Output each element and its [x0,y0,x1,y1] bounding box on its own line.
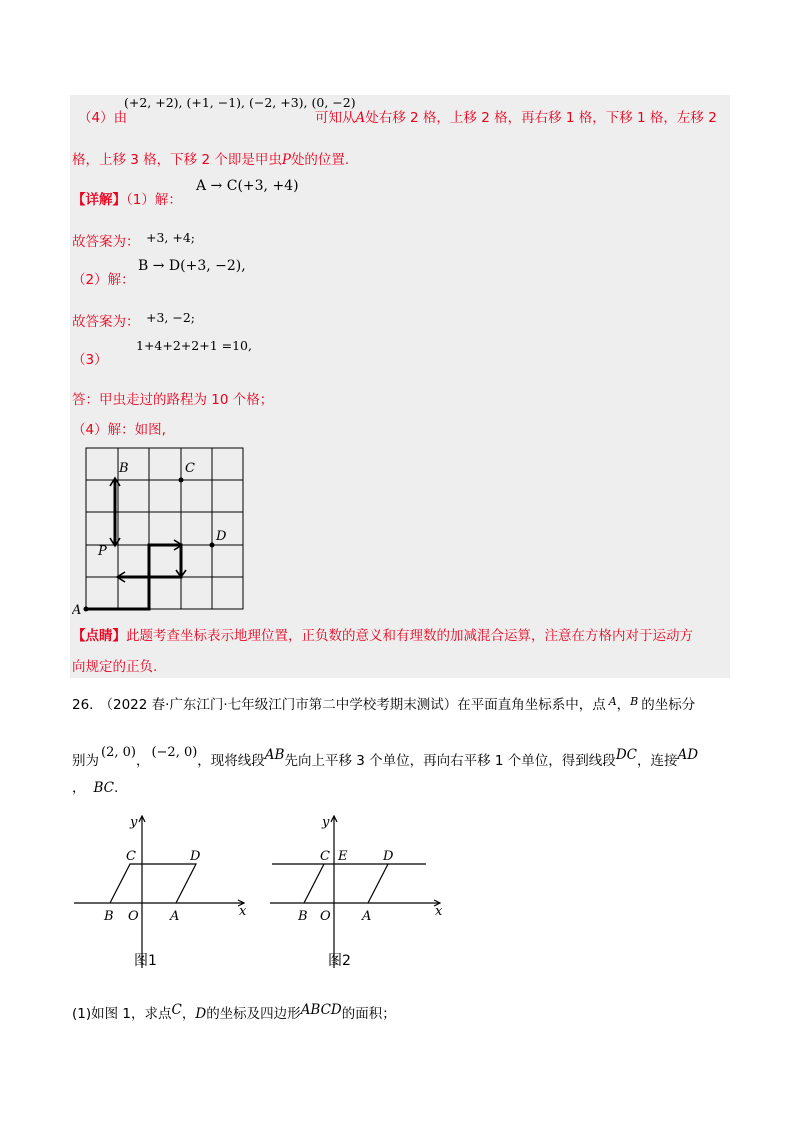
detail-part3-label: （3） [72,352,108,368]
fig2-label-y: y [322,815,330,830]
answer-part3: 答：甲虫走过的路程为 10 个格； [72,392,274,408]
fig2-label-C: C [320,849,330,864]
fig2-segment-AD [368,864,388,903]
detail-part4-label: （4）解：如图, [72,422,166,438]
fig1-label-B: B [104,909,114,924]
problem26-line3: ， BC. [72,780,119,796]
grid-label-A: A [72,603,82,617]
detail-part3-math: 1+4+2+2+1 =10, [136,338,252,353]
figure1-caption: 图1 [134,953,157,969]
detail-part1-math: A → C(+3, +4) [196,178,299,194]
detail-part2-math: B → D(+3, −2), [138,258,246,274]
fig1-label-O: O [128,909,139,924]
answer-value-1: +3, +4; [146,230,196,245]
fig1-label-y: y [130,815,138,830]
beetle-grid-figure [72,442,252,617]
grid-label-D: D [216,529,227,544]
answer-label-2: 故答案为： [72,314,140,330]
fig1-label-x: x [239,904,247,919]
answer-label-1: 故答案为： [72,234,140,250]
grid-label-B: B [119,461,129,476]
comment-line1: 【点睛】此题考查坐标表示地理位置，正负数的意义和有理数的加减混合运算，注意在方格内对于运动方 [72,628,693,644]
comment-line2: 向规定的正负. [72,659,158,675]
problem26-line1: 26. （2022 春·广东江门·七年级江门市第二中学校考期末测试）在平面直角坐标系中，点 $^A$，$^B$ 的坐标分 [72,695,696,713]
part4-analysis-line1: 可知从A处右移 2 格，上移 2 格，再右移 1 格，下移 1 格，左移 2 [315,110,717,126]
fig1-parallelogram [110,864,196,903]
detail-part2-label: （2）解： [72,272,135,288]
fig2-label-B: B [298,909,308,924]
grid-label-P: P [98,544,107,559]
figure2-caption: 图2 [328,953,351,969]
question1-line: (1)如图 1，求点C，D的坐标及四边形ABCD的面积； [72,1002,396,1022]
fig2-label-A: A [362,909,372,924]
figure1-coordinate-plane [72,812,252,972]
detail-part1-line: 【详解】（1）解： [72,192,182,208]
answer-value-2: +3, −2; [146,310,196,325]
fig2-label-x: x [435,904,443,919]
fig2-segment-BC [304,864,324,903]
fig2-label-O: O [320,909,331,924]
fig1-label-A: A [170,909,180,924]
figure2-coordinate-plane [268,812,448,972]
fig1-label-D: D [190,849,201,864]
part4-coordinates: (+2, +2), (+1, −1), (−2, +3), (0, −2) [124,95,356,110]
grid-label-C: C [185,461,195,476]
problem26-line2: 别为(2, 0)，(−2, 0)，现将线段AB先向上平移 3 个单位，再向右平移 1 个单位，得到线段DC，连接AD [72,745,699,769]
fig2-label-E: E [338,849,348,864]
fig1-label-C: C [126,849,136,864]
part4-analysis-line2: 格，上移 3 格，下移 2 个即是甲虫P处的位置. [72,152,350,168]
fig2-label-D: D [383,849,394,864]
part4-label: （4）由 [78,110,128,126]
